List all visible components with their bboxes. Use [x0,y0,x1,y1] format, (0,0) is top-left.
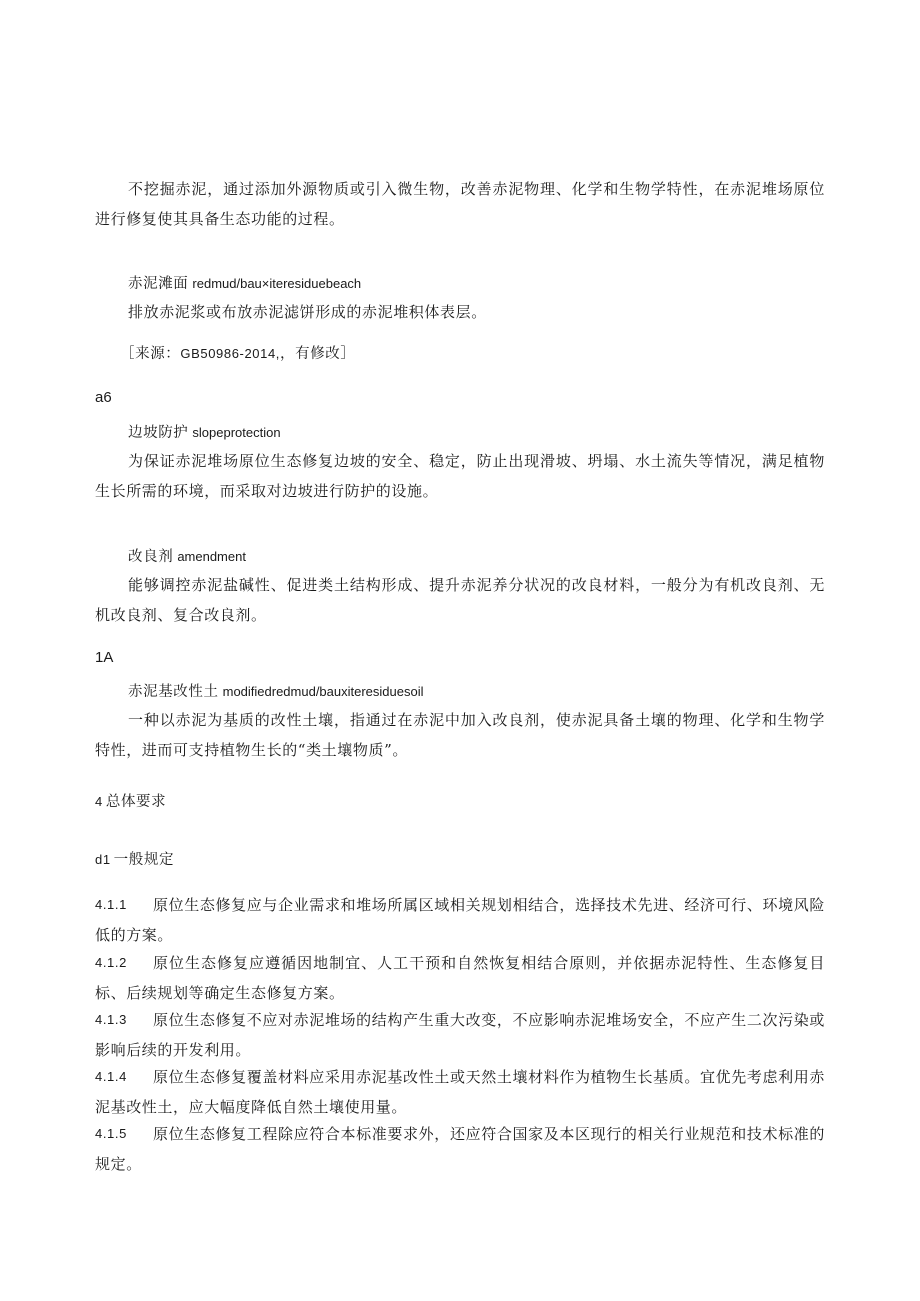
clause-number: 4.1.1 [95,897,127,912]
section-heading-4-1 [95,848,174,872]
clause-number: 4.1.4 [95,1069,127,1084]
clause-text: 原位生态修复工程除应符合本标准要求外，还应符合国家及本区现行的相关行业规范和技术标准的规定。 [95,1125,825,1173]
section-number: 4 [95,794,103,809]
clause-text: 原位生态修复应与企业需求和堆场所属区域相关规划相结合，选择技术先进、经济可行、环境风险低的方案。 [95,896,825,944]
clause-number: 4.1.3 [95,1012,127,1027]
section-title: 一般规定 [113,852,175,868]
source-ref: GB50986-2014, [180,346,280,361]
definition-slope-protection: 为保证赤泥堆场原位生态修复边坡的安全、稳定，防止出现滑坡、坍塌、水土流失等情况，满足植物生长所需的环境，而采取对边坡进行防护的设施。 [95,452,825,500]
term-zh: 改良剂 [128,549,174,565]
clause-4-1-5 [95,1119,825,1179]
definition-redmud-beach: 排放赤泥浆或布放赤泥滤饼形成的赤泥堆积体表层。 [128,303,487,321]
section-number: d1 [95,852,111,867]
term-en: redmud/bau×iteresiduebeach [192,276,362,291]
term-amendment [128,545,246,569]
clause-4-1-1 [95,890,825,950]
term-modified-soil [128,680,424,704]
clause-number: 4.1.2 [95,955,127,970]
source-note [120,342,356,366]
clause-number-1a: 1A [95,649,114,666]
clause-number-a6: a6 [95,389,112,406]
section-heading-4 [95,790,166,814]
term-en: amendment [177,549,246,564]
source-close: ，有修改］ [280,346,356,362]
term-en: modifiedredmud/bauxiteresiduesoil [222,684,424,699]
clause-text: 原位生态修复应遵循因地制宜、人工干预和自然恢复相结合原则，并依据赤泥特性、生态修复目标、后续规划等确定生态修复方案。 [95,954,825,1002]
term-redmud-beach [128,272,361,296]
clause-text: 原位生态修复不应对赤泥堆场的结构产生重大改变，不应影响赤泥堆场安全，不应产生二次污染或影响后续的开发利用。 [95,1011,825,1059]
definition-in-situ-remediation: 不挖掘赤泥，通过添加外源物质或引入微生物，改善赤泥物理、化学和生物学特性，在赤泥堆场原位进行修复使其具备生态功能的过程。 [95,180,825,228]
term-zh: 赤泥基改性土 [128,684,219,700]
definition-modified-soil: 一种以赤泥为基质的改性土壤，指通过在赤泥中加入改良剂，使赤泥具备土壤的物理、化学和生物学特性，进而可支持植物生长的“类土壤物质”。 [95,711,825,759]
clause-4-1-4 [95,1062,825,1122]
term-slope-protection [128,421,281,445]
clause-4-1-2 [95,948,825,1008]
term-zh: 赤泥滩面 [128,276,189,292]
clause-4-1-3 [95,1005,825,1065]
clause-number: 4.1.5 [95,1126,127,1141]
section-title: 总体要求 [105,794,167,810]
definition-amendment: 能够调控赤泥盐碱性、促进类土结构形成、提升赤泥养分状况的改良材料，一般分为有机改良剂、无机改良剂、复合改良剂。 [95,576,825,624]
clause-text: 原位生态修复覆盖材料应采用赤泥基改性土或天然土壤材料作为植物生长基质。宜优先考虑利用赤泥基改性土，应大幅度降低自然土壤使用量。 [95,1068,825,1116]
term-en: slopeprotection [192,425,281,440]
source-open: ［来源： [120,346,181,362]
term-zh: 边坡防护 [128,425,189,441]
